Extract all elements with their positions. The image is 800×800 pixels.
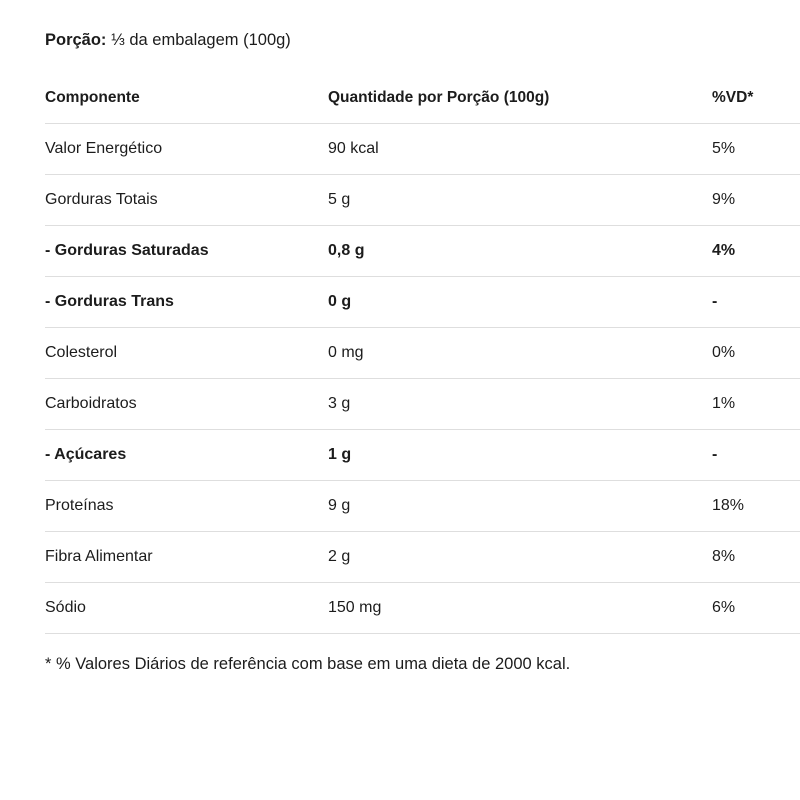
footnote: * % Valores Diários de referência com base em uma dieta de 2000 kcal.: [45, 655, 571, 673]
row-quantity: 1 g: [328, 430, 712, 481]
row-quantity: 0 mg: [328, 328, 712, 379]
row-quantity: 2 g: [328, 532, 712, 583]
row-daily-value: -: [712, 277, 800, 328]
row-component: Sódio: [45, 583, 328, 634]
row-component: Fibra Alimentar: [45, 532, 328, 583]
table-row: [45, 277, 800, 328]
table-body: [45, 124, 800, 634]
row-component: - Açúcares: [45, 430, 328, 481]
row-daily-value: 18%: [712, 481, 800, 532]
row-quantity: 90 kcal: [328, 124, 712, 175]
portion-line: [45, 29, 291, 51]
row-daily-value: 8%: [712, 532, 800, 583]
table-row: [45, 175, 800, 226]
table-row: [45, 124, 800, 175]
row-component: - Gorduras Saturadas: [45, 226, 328, 277]
row-daily-value: -: [712, 430, 800, 481]
row-quantity: 150 mg: [328, 583, 712, 634]
row-daily-value: 4%: [712, 226, 800, 277]
table-row: [45, 430, 800, 481]
row-daily-value: 0%: [712, 328, 800, 379]
table-row: [45, 379, 800, 430]
row-daily-value: 6%: [712, 583, 800, 634]
portion-value: ⅓ da embalagem (100g): [106, 31, 291, 49]
row-daily-value: 5%: [712, 124, 800, 175]
row-daily-value: 1%: [712, 379, 800, 430]
header-quantity: Quantidade por Porção (100g): [328, 73, 712, 124]
table-row: [45, 532, 800, 583]
header-daily-value: %VD*: [712, 73, 800, 124]
portion-label: Porção:: [45, 31, 107, 49]
row-component: Valor Energético: [45, 124, 328, 175]
table-row: [45, 328, 800, 379]
row-quantity: 0 g: [328, 277, 712, 328]
header-component: Componente: [45, 73, 328, 124]
row-component: Gorduras Totais: [45, 175, 328, 226]
row-quantity: 3 g: [328, 379, 712, 430]
table-row: [45, 481, 800, 532]
row-component: Colesterol: [45, 328, 328, 379]
nutrition-table: [45, 73, 800, 634]
row-component: Carboidratos: [45, 379, 328, 430]
row-component: - Gorduras Trans: [45, 277, 328, 328]
row-quantity: 0,8 g: [328, 226, 712, 277]
row-quantity: 9 g: [328, 481, 712, 532]
table-header-row: [45, 73, 800, 124]
table-row: [45, 226, 800, 277]
row-quantity: 5 g: [328, 175, 712, 226]
row-component: Proteínas: [45, 481, 328, 532]
row-daily-value: 9%: [712, 175, 800, 226]
table-row: [45, 583, 800, 634]
